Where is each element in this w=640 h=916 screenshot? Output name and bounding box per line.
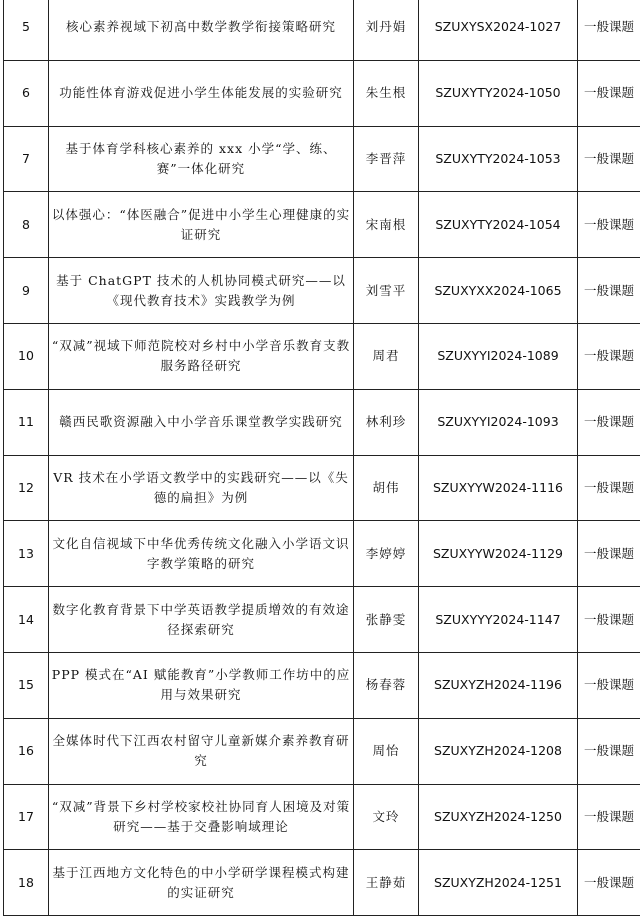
principal-name-cell [354, 0, 419, 60]
principal-name-text: 杨春蓉 [366, 677, 407, 692]
table-body [4, 0, 640, 916]
row-number-cell [4, 521, 49, 587]
principal-name-cell [354, 60, 419, 126]
principal-name-cell [354, 587, 419, 653]
project-code-text: SZUXYYI2024-1093 [437, 414, 558, 429]
project-code-cell [419, 455, 578, 521]
principal-name-cell [354, 389, 419, 455]
project-type-cell [578, 521, 640, 587]
row-number-cell [4, 587, 49, 653]
project-type-text: 一般课题 [584, 217, 634, 232]
project-type-text: 一般课题 [584, 19, 634, 34]
row-number-text: 16 [18, 743, 34, 758]
table-row [4, 126, 640, 192]
project-code-text: SZUXYTY2024-1053 [435, 151, 560, 166]
table-row [4, 192, 640, 258]
project-type-cell [578, 718, 640, 784]
project-type-cell [578, 192, 640, 258]
project-title-cell [49, 258, 354, 324]
project-type-cell [578, 850, 640, 916]
project-title-cell [49, 850, 354, 916]
project-title-cell [49, 587, 354, 653]
row-number-text: 5 [22, 19, 30, 34]
row-number-cell [4, 850, 49, 916]
project-title-cell [49, 718, 354, 784]
project-code-cell [419, 0, 578, 60]
project-code-cell [419, 323, 578, 389]
project-code-text: SZUXYTY2024-1050 [435, 85, 560, 100]
principal-name-cell [354, 521, 419, 587]
row-number-cell [4, 652, 49, 718]
principal-name-text: 刘丹娟 [366, 19, 407, 34]
project-code-cell [419, 192, 578, 258]
row-number-text: 15 [18, 677, 34, 692]
project-title-text: VR 技术在小学语文教学中的实践研究——以《失德的扁担》为例 [49, 468, 353, 508]
project-title-text: PPP 模式在“AI 赋能教育”小学教师工作坊中的应用与效果研究 [49, 665, 353, 705]
project-title-cell [49, 192, 354, 258]
row-number-cell [4, 389, 49, 455]
project-type-cell [578, 258, 640, 324]
project-type-cell [578, 323, 640, 389]
project-code-cell [419, 126, 578, 192]
principal-name-cell [354, 126, 419, 192]
project-code-text: SZUXYZH2024-1250 [434, 809, 562, 824]
principal-name-text: 李婷婷 [366, 546, 407, 561]
project-code-cell [419, 587, 578, 653]
project-title-text: 赣西民歌资源融入中小学音乐课堂教学实践研究 [49, 412, 353, 432]
project-title-text: 功能性体育游戏促进小学生体能发展的实验研究 [49, 83, 353, 103]
row-number-text: 11 [18, 414, 34, 429]
project-code-text: SZUXYYY2024-1147 [435, 612, 560, 627]
project-type-cell [578, 126, 640, 192]
project-type-text: 一般课题 [584, 283, 634, 298]
principal-name-text: 周怡 [372, 743, 399, 758]
project-code-text: SZUXYSX2024-1027 [435, 19, 561, 34]
row-number-cell [4, 718, 49, 784]
project-title-cell [49, 521, 354, 587]
table-row [4, 258, 640, 324]
table-row [4, 0, 640, 60]
project-type-cell [578, 455, 640, 521]
row-number-cell [4, 455, 49, 521]
project-type-text: 一般课题 [584, 743, 634, 758]
project-code-text: SZUXYZH2024-1196 [434, 677, 562, 692]
project-type-cell [578, 60, 640, 126]
row-number-text: 8 [22, 217, 30, 232]
project-title-text: “双减”背景下乡村学校家校社协同育人困境及对策研究——基于交叠影响域理论 [49, 797, 353, 837]
principal-name-text: 文玲 [372, 809, 399, 824]
principal-name-cell [354, 652, 419, 718]
principal-name-text: 朱生根 [366, 85, 407, 100]
principal-name-text: 张静雯 [366, 612, 407, 627]
project-title-text: 文化自信视域下中华优秀传统文化融入小学语文识字教学策略的研究 [49, 534, 353, 574]
row-number-cell [4, 258, 49, 324]
project-code-text: SZUXYYI2024-1089 [437, 348, 558, 363]
project-title-text: “双减”视域下师范院校对乡村中小学音乐教育支教服务路径研究 [49, 336, 353, 376]
project-type-cell [578, 389, 640, 455]
principal-name-cell [354, 192, 419, 258]
project-title-cell [49, 455, 354, 521]
project-code-text: SZUXYTY2024-1054 [435, 217, 560, 232]
row-number-text: 9 [22, 283, 30, 298]
row-number-cell [4, 0, 49, 60]
project-title-cell [49, 323, 354, 389]
project-code-cell [419, 850, 578, 916]
project-code-cell [419, 389, 578, 455]
project-title-text: 数字化教育背景下中学英语教学提质增效的有效途径探索研究 [49, 600, 353, 640]
project-type-cell [578, 784, 640, 850]
project-type-text: 一般课题 [584, 875, 634, 890]
principal-name-cell [354, 455, 419, 521]
project-type-text: 一般课题 [584, 85, 634, 100]
project-code-cell [419, 521, 578, 587]
principal-name-text: 刘雪平 [366, 283, 407, 298]
project-code-text: SZUXYZH2024-1208 [434, 743, 562, 758]
project-type-text: 一般课题 [584, 546, 634, 561]
project-code-cell [419, 60, 578, 126]
project-type-text: 一般课题 [584, 480, 634, 495]
table-row [4, 389, 640, 455]
project-type-text: 一般课题 [584, 151, 634, 166]
project-title-cell [49, 389, 354, 455]
table-row [4, 718, 640, 784]
project-type-text: 一般课题 [584, 348, 634, 363]
principal-name-text: 林利珍 [366, 414, 407, 429]
project-title-text: 以体强心：“体医融合”促进中小学生心理健康的实证研究 [49, 205, 353, 245]
row-number-cell [4, 323, 49, 389]
table-row [4, 455, 640, 521]
principal-name-cell [354, 784, 419, 850]
row-number-text: 14 [18, 612, 34, 627]
project-type-cell [578, 0, 640, 60]
table-row [4, 784, 640, 850]
principal-name-cell [354, 718, 419, 784]
principal-name-text: 周君 [372, 348, 399, 363]
project-type-cell [578, 652, 640, 718]
principal-name-text: 宋南根 [366, 217, 407, 232]
table-row [4, 323, 640, 389]
project-title-text: 全媒体时代下江西农村留守儿童新媒介素养教育研究 [49, 731, 353, 771]
row-number-cell [4, 192, 49, 258]
project-title-cell [49, 652, 354, 718]
principal-name-text: 王静茹 [366, 875, 407, 890]
principal-name-cell [354, 850, 419, 916]
project-title-cell [49, 0, 354, 60]
table-row [4, 521, 640, 587]
project-title-text: 基于江西地方文化特色的中小学研学课程模式构建的实证研究 [49, 863, 353, 903]
project-code-text: SZUXYXX2024-1065 [434, 283, 561, 298]
principal-name-cell [354, 323, 419, 389]
table-row [4, 652, 640, 718]
project-title-text: 基于体育学科核心素养的 xxx 小学“学、练、赛”一体化研究 [49, 139, 353, 179]
principal-name-text: 胡伟 [372, 480, 399, 495]
row-number-text: 17 [18, 809, 34, 824]
project-code-text: SZUXYYW2024-1129 [433, 546, 563, 561]
project-code-cell [419, 784, 578, 850]
principal-name-cell [354, 258, 419, 324]
row-number-text: 12 [18, 480, 34, 495]
project-code-cell [419, 652, 578, 718]
project-title-cell [49, 60, 354, 126]
table-row [4, 60, 640, 126]
row-number-text: 6 [22, 85, 30, 100]
project-code-cell [419, 258, 578, 324]
row-number-text: 13 [18, 546, 34, 561]
project-code-cell [419, 718, 578, 784]
project-type-text: 一般课题 [584, 414, 634, 429]
project-type-text: 一般课题 [584, 809, 634, 824]
project-title-text: 核心素养视域下初高中数学教学衔接策略研究 [49, 17, 353, 37]
project-type-cell [578, 587, 640, 653]
row-number-cell [4, 126, 49, 192]
project-type-text: 一般课题 [584, 677, 634, 692]
row-number-text: 10 [18, 348, 34, 363]
project-list-table [3, 0, 640, 916]
table-row [4, 587, 640, 653]
table-row [4, 850, 640, 916]
project-title-text: 基于 ChatGPT 技术的人机协同模式研究——以《现代教育技术》实践教学为例 [49, 271, 353, 311]
row-number-text: 18 [18, 875, 34, 890]
project-title-cell [49, 784, 354, 850]
project-code-text: SZUXYYW2024-1116 [433, 480, 563, 495]
principal-name-text: 李晋萍 [366, 151, 407, 166]
row-number-cell [4, 60, 49, 126]
project-type-text: 一般课题 [584, 612, 634, 627]
project-code-text: SZUXYZH2024-1251 [434, 875, 562, 890]
row-number-text: 7 [22, 151, 30, 166]
project-title-cell [49, 126, 354, 192]
row-number-cell [4, 784, 49, 850]
